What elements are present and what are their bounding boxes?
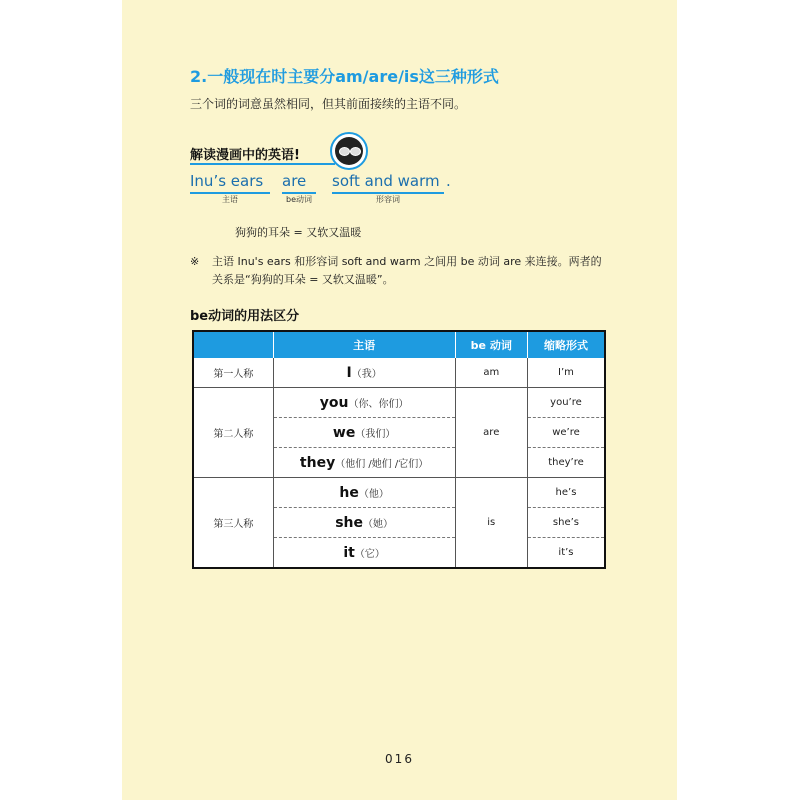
verb-gloss: be动词 <box>286 195 312 204</box>
subject-gloss: 主语 <box>222 195 238 204</box>
subject-cell: we（我们） <box>273 418 455 448</box>
adjective-gloss: 形容词 <box>376 195 400 204</box>
sentence-adjective: soft and warm <box>332 172 440 190</box>
person-label: 第三人称 <box>193 478 273 569</box>
sentence-verb: are <box>282 172 307 190</box>
contraction-cell: she’s <box>527 508 605 538</box>
header-subject: 主语 <box>273 331 455 358</box>
table-row <box>193 478 605 508</box>
note-text: 主语 Inu's ears 和形容词 soft and warm 之间用 be 动词 are 来连接。两者的关系是“狗狗的耳朵 = 又软又温暖”。 <box>212 255 602 286</box>
verb-cell: am <box>455 358 527 388</box>
be-verb-table <box>192 330 606 569</box>
comic-label: 解读漫画中的英语! <box>190 148 300 163</box>
person-label: 第二人称 <box>193 388 273 478</box>
table-title: be动词的用法区分 <box>190 309 300 324</box>
subject-cell: I（我） <box>273 358 455 388</box>
table-row <box>193 358 605 388</box>
header-be-verb: be 动词 <box>455 331 527 358</box>
table-header-row <box>193 331 605 358</box>
comic-underline <box>190 163 335 165</box>
section-heading: 2.一般现在时主要分am/are/is这三种形式 <box>190 67 499 86</box>
subject-cell: you（你、你们） <box>273 388 455 418</box>
contraction-cell: he’s <box>527 478 605 508</box>
sentence-period: . <box>446 172 451 190</box>
book-page <box>122 0 677 800</box>
header-contraction: 缩略形式 <box>527 331 605 358</box>
note-mark: ※ <box>190 255 200 268</box>
contraction-cell: I’m <box>527 358 605 388</box>
contraction-cell: they’re <box>527 448 605 478</box>
subject-cell: he（他） <box>273 478 455 508</box>
verb-cell: is <box>455 478 527 569</box>
section-subtitle: 三个词的词意虽然相同，但其前面接续的主语不同。 <box>190 97 467 111</box>
contraction-cell: we’re <box>527 418 605 448</box>
header-blank <box>193 331 273 358</box>
cat-face-icon <box>330 132 368 170</box>
subject-cell: she（她） <box>273 508 455 538</box>
table-row <box>193 388 605 418</box>
person-label: 第一人称 <box>193 358 273 388</box>
sentence-subject: Inu’s ears <box>190 172 264 190</box>
comic-callout <box>190 140 370 170</box>
contraction-cell: it’s <box>558 547 574 558</box>
verb-cell: are <box>455 388 527 478</box>
page-number: 016 <box>385 752 414 766</box>
subject-cell: they（他们 /她们 /它们） <box>273 448 455 478</box>
contraction-cell: you’re <box>527 388 605 418</box>
subject-cell: it（它） <box>273 538 455 569</box>
meaning-equation: 狗狗的耳朵 = 又软又温暖 <box>235 226 362 239</box>
